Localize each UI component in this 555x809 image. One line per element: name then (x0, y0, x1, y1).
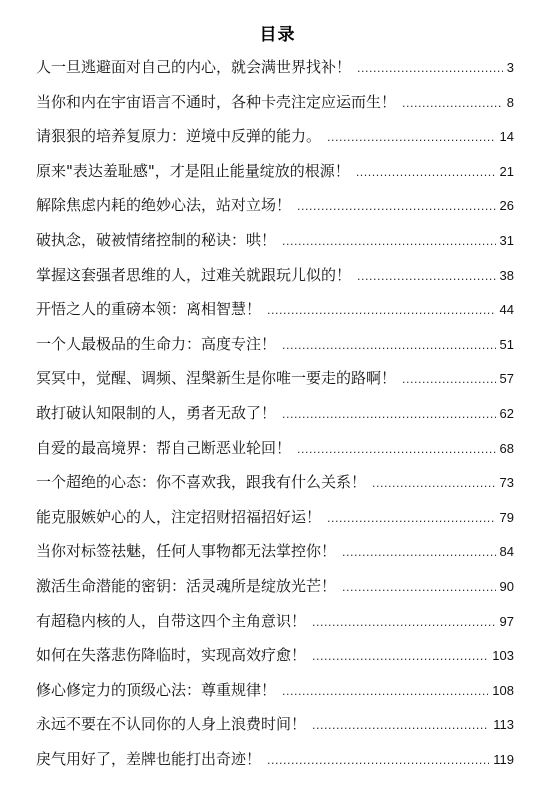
toc-entry[interactable] (36, 92, 514, 127)
toc-page-number: 79 (499, 509, 514, 525)
dot-leader (357, 59, 503, 79)
toc-entry[interactable] (36, 126, 514, 161)
dot-leader (282, 682, 488, 702)
toc-page-number: 108 (492, 682, 514, 698)
toc-page-number: 68 (499, 440, 514, 456)
toc-entry[interactable] (36, 611, 514, 646)
toc-entry-title: 开悟之人的重磅本领：离相智慧！ (36, 300, 262, 319)
dot-leader (282, 405, 496, 425)
toc-page-number: 90 (499, 578, 514, 594)
toc-page-number: 113 (493, 717, 514, 733)
dot-leader (327, 128, 496, 148)
toc-entry-title: 请狠狠的培养复原力：逆境中反弹的能力。 (36, 127, 322, 146)
toc-entry-title: 修心修定力的顶级心法：尊重规律！ (36, 680, 277, 699)
toc-entry-title: 能克服嫉妒心的人，注定招财招福招好运！ (36, 507, 322, 526)
toc-entry[interactable] (36, 403, 514, 438)
dot-leader (357, 267, 496, 287)
toc-entry-title: 自爱的最高境界：帮自己断恶业轮回！ (36, 438, 292, 457)
toc-page-number: 97 (499, 613, 514, 629)
toc-entry-title: 人一旦逃避面对自己的内心，就会满世界找补！ (36, 58, 352, 76)
toc-entry[interactable] (36, 472, 514, 507)
toc-entry[interactable] (36, 299, 514, 334)
dot-leader (342, 543, 496, 563)
toc-page-number: 21 (499, 163, 514, 179)
toc-entry[interactable] (36, 161, 514, 196)
toc-entry[interactable] (36, 541, 514, 576)
toc-entry-title: 戾气用好了，差牌也能打出奇迹！ (36, 749, 262, 768)
dot-leader (267, 751, 489, 771)
toc-entry-title: 冥冥中，觉醒、调频、涅槃新生是你唯一要走的路啊！ (36, 369, 397, 388)
dot-leader (312, 613, 496, 633)
toc-page-number: 44 (499, 302, 514, 318)
toc-page-number: 3 (506, 60, 514, 75)
table-of-contents (36, 57, 514, 783)
dot-leader (312, 647, 488, 667)
toc-entry[interactable] (36, 714, 514, 749)
toc-page-number: 26 (499, 198, 514, 214)
toc-entry[interactable] (36, 645, 514, 680)
toc-entry-title: 掌握这套强者思维的人，过难关就跟玩儿似的！ (36, 265, 352, 284)
toc-entry[interactable] (36, 438, 514, 473)
toc-entry[interactable] (36, 57, 514, 92)
toc-entry-title: 永远不要在不认同你的人身上浪费时间！ (36, 715, 307, 734)
toc-page-number: 62 (499, 405, 514, 421)
dot-leader (342, 578, 496, 598)
dot-leader (267, 301, 496, 321)
toc-entry[interactable] (36, 334, 514, 369)
toc-entry-title: 破执念，破被情绪控制的秘诀：哄！ (36, 230, 277, 249)
toc-entry-title: 敢打破认知限制的人，勇者无敌了！ (36, 403, 277, 422)
toc-entry[interactable] (36, 507, 514, 542)
toc-entry-title: 一个人最极品的生命力：高度专注！ (36, 334, 277, 353)
toc-entry[interactable] (36, 749, 514, 784)
toc-entry[interactable] (36, 230, 514, 265)
dot-leader (297, 440, 496, 460)
toc-page-number: 84 (499, 544, 514, 560)
toc-entry-title: 当你和内在宇宙语言不通时，各种卡壳注定应运而生！ (36, 92, 397, 111)
toc-page-number: 14 (499, 129, 514, 145)
toc-entry[interactable] (36, 265, 514, 300)
toc-entry[interactable] (36, 576, 514, 611)
toc-page-number: 38 (499, 267, 514, 283)
toc-entry[interactable] (36, 195, 514, 230)
toc-entry-title: 有超稳内核的人，自带这四个主角意识！ (36, 611, 307, 630)
toc-entry-title: 如何在失落悲伤降临时，实现高效疗愈！ (36, 646, 307, 665)
dot-leader (327, 509, 496, 529)
toc-page-number: 73 (499, 475, 514, 491)
toc-page-number: 103 (492, 648, 514, 664)
toc-entry[interactable] (36, 680, 514, 715)
toc-entry-title: 解除焦虑内耗的绝妙心法，站对立场！ (36, 196, 292, 215)
toc-page-number: 31 (499, 232, 514, 248)
toc-entry-title: 原来"表达羞耻感"，才是阻止能量绽放的根源！ (36, 161, 350, 180)
dot-leader (282, 336, 496, 356)
toc-entry[interactable] (36, 368, 514, 403)
dot-leader (402, 370, 496, 390)
dot-leader (312, 716, 489, 736)
dot-leader (297, 197, 496, 217)
dot-leader (402, 94, 503, 114)
dot-leader (372, 474, 496, 494)
toc-entry-title: 当你对标签祛魅，任何人事物都无法掌控你！ (36, 542, 337, 561)
toc-page-number: 119 (493, 751, 514, 767)
toc-heading: 目录 (259, 25, 296, 45)
toc-page-number: 57 (499, 371, 514, 387)
toc-page-number: 51 (499, 336, 514, 352)
dot-leader (282, 232, 496, 252)
toc-entry-title: 激活生命潜能的密钥：活灵魂所是绽放光芒！ (36, 576, 337, 595)
toc-entry-title: 一个超绝的心态：你不喜欢我，跟我有什么关系！ (36, 473, 367, 492)
dot-leader (356, 163, 496, 183)
toc-page-number: 8 (506, 94, 514, 110)
